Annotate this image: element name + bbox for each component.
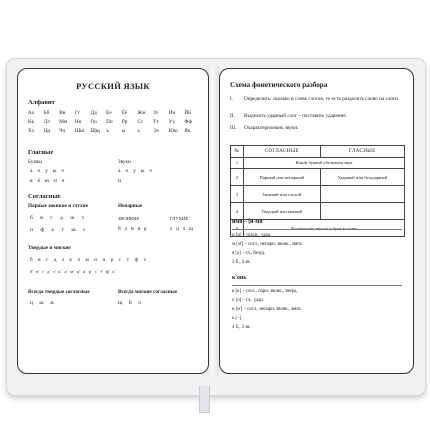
step-text: Охарактеризовать звуки: bbox=[244, 125, 299, 131]
alphabet-letter: Фф bbox=[184, 119, 192, 125]
hard-soft-heading: Твердые и мягкие bbox=[28, 245, 71, 251]
table-cell: Ударный или безударный bbox=[320, 169, 404, 186]
step-text: Определить, сколько в слове слогов, то есть разделить слово на слоги. bbox=[244, 96, 400, 102]
paired-row-2: п ф к т ш с bbox=[30, 227, 87, 233]
table-cell: 5 bbox=[231, 220, 244, 237]
example-line: н [н'] – согл., непарн. звонк., мягк. bbox=[232, 307, 302, 312]
alphabet-letter: Чч bbox=[59, 128, 66, 134]
step-text: Выделить ударный слог – поставить ударение. bbox=[244, 113, 347, 119]
alphabet-letter: Лл bbox=[43, 119, 50, 125]
alphabet-letter: Пп bbox=[106, 119, 113, 125]
always-soft-label: Всегда мягкие согласные bbox=[118, 289, 178, 295]
table-cell: Количество звуков и букв в слове bbox=[244, 220, 405, 237]
alphabet-letter: Кк bbox=[28, 119, 34, 125]
alphabet-letter: Тт bbox=[153, 119, 159, 125]
vowels-heading: Гласные bbox=[28, 149, 54, 156]
step-1 bbox=[230, 96, 404, 103]
alphabet-letter: Мм bbox=[59, 119, 68, 125]
alphabet-letter: Вв bbox=[59, 110, 66, 116]
vowel-sounds-row-2: и bbox=[118, 178, 122, 184]
example-word-1: имя – [и-мя bbox=[232, 219, 263, 225]
step-2 bbox=[230, 113, 404, 120]
example-line: я [а] – гл., безуд. bbox=[232, 251, 266, 256]
alphabet-letter: ы bbox=[121, 128, 126, 134]
example-divider bbox=[232, 285, 402, 286]
table-row bbox=[231, 157, 405, 169]
alphabet-letter: Гг bbox=[74, 110, 81, 116]
example-word-2: к'онь bbox=[232, 275, 247, 281]
left-page bbox=[17, 68, 209, 374]
step-3 bbox=[230, 125, 404, 132]
example-line: 4 б., 3 зв. bbox=[232, 325, 251, 330]
table-header: СОГЛАСНЫЕ bbox=[244, 146, 321, 158]
alphabet-letter: ъ bbox=[106, 128, 109, 134]
example-line: м [м'] – согл., непарн. звонк., мягк. bbox=[232, 242, 303, 247]
alphabet-letter: Цц bbox=[43, 128, 51, 134]
alphabet-letter: ь bbox=[137, 128, 140, 134]
vowel-letters-row-2: я ё ю и е bbox=[30, 178, 65, 184]
alphabet-letter: Сс bbox=[137, 119, 144, 125]
alphabet-letter: Ее bbox=[106, 110, 112, 116]
alphabet-grid bbox=[28, 109, 200, 136]
consonants-heading: Согласные bbox=[28, 193, 61, 200]
example-line: о [о] – гл., удар. bbox=[232, 298, 264, 303]
alphabet-letter: Яя bbox=[184, 128, 191, 134]
page-title: РУССКИЙ ЯЗЫК bbox=[76, 81, 150, 91]
table-cell bbox=[320, 203, 404, 220]
alphabet-letter: Жж bbox=[137, 110, 146, 116]
alphabet-letter: Йй bbox=[184, 110, 191, 116]
example-line: к [к] – согл., парн. звонк., тверд. bbox=[232, 289, 298, 294]
hard-row: б в г д з к л м н п р с т ф х bbox=[30, 257, 147, 263]
example-divider bbox=[232, 229, 402, 230]
vowel-sounds-label: Звуки bbox=[118, 159, 131, 165]
alphabet-letter: Оо bbox=[90, 119, 97, 125]
alphabet-letter: Хх bbox=[28, 128, 35, 134]
table-row bbox=[231, 203, 405, 220]
alphabet-letter: Нн bbox=[74, 119, 82, 125]
table-cell: 4 bbox=[231, 203, 244, 220]
alphabet-letter: Уу bbox=[168, 119, 175, 125]
unpaired-label: Непарные bbox=[118, 203, 143, 209]
alphabet-letter: Юю bbox=[168, 128, 178, 134]
bookmark-ribbon bbox=[199, 386, 210, 413]
paired-label: Парные звонкие и глухие bbox=[28, 203, 88, 209]
table-cell: Твердый или мягкий bbox=[244, 203, 321, 220]
always-soft-letters: щ й ч bbox=[118, 300, 142, 306]
table-cell: Какой буквой обозначен звук bbox=[244, 157, 405, 169]
table-row bbox=[231, 186, 405, 203]
table-cell: Звонкий или глухой bbox=[244, 186, 321, 203]
alphabet-letter: Ээ bbox=[153, 128, 159, 134]
alphabet-letter: Шш bbox=[74, 128, 85, 134]
alphabet-heading: Алфавит bbox=[28, 99, 55, 106]
right-page bbox=[219, 68, 414, 374]
example-line: ь [–] bbox=[232, 316, 241, 321]
alphabet-letter: Щщ bbox=[90, 128, 100, 134]
unpaired-row-1: й л м н р bbox=[118, 227, 148, 232]
paired-row-1: б в г д ж з bbox=[30, 215, 85, 221]
vowel-letters-label: Буквы bbox=[28, 159, 42, 165]
phonetic-scheme-title: Схема фонетического разбора bbox=[230, 81, 328, 89]
table-cell: 2 bbox=[231, 169, 244, 186]
step-number: II. bbox=[230, 113, 235, 119]
table-cell bbox=[320, 186, 404, 203]
alphabet-letter: Зз bbox=[153, 110, 158, 116]
step-number: I. bbox=[230, 96, 234, 102]
step-number: III. bbox=[230, 125, 237, 131]
example-line: 3 б., 4 зв. bbox=[232, 260, 251, 265]
table-header-row bbox=[231, 146, 405, 158]
table-cell: Парный или непарный bbox=[244, 169, 321, 186]
vowel-letters-row-1: а о у ы э bbox=[30, 168, 65, 174]
always-hard-label: Всегда твердые согласные bbox=[28, 289, 90, 295]
always-hard-letters: ц ш ж bbox=[30, 300, 55, 306]
table-header: № bbox=[231, 146, 244, 158]
alphabet-letter: Ии bbox=[168, 110, 176, 116]
vowel-sounds-row-1: а о у ы э bbox=[118, 168, 153, 174]
alphabet-letter: Дд bbox=[90, 110, 97, 116]
alphabet-letter: Бб bbox=[43, 110, 50, 116]
alphabet-letter: Рр bbox=[121, 119, 128, 125]
table-cell: 1 bbox=[231, 157, 244, 169]
unpaired-row-2: х ц ч щ bbox=[170, 227, 194, 232]
unpaired-voiced-label: ЗВОНКИЕ bbox=[118, 216, 140, 221]
table-row bbox=[231, 169, 405, 186]
alphabet-letter: Ёё bbox=[121, 110, 128, 116]
unpaired-voiceless-label: ГЛУХИЕ bbox=[170, 216, 189, 221]
table-header: ГЛАСНЫЕ bbox=[320, 146, 404, 158]
alphabet-letter: Аа bbox=[28, 110, 34, 116]
table-cell: 3 bbox=[231, 186, 244, 203]
soft-row: б' в' г' д' з' к' л' м' н' п' р' с' т' ф' х' bbox=[30, 269, 116, 274]
example-line: и [и] – гласн., удар. bbox=[232, 233, 272, 238]
